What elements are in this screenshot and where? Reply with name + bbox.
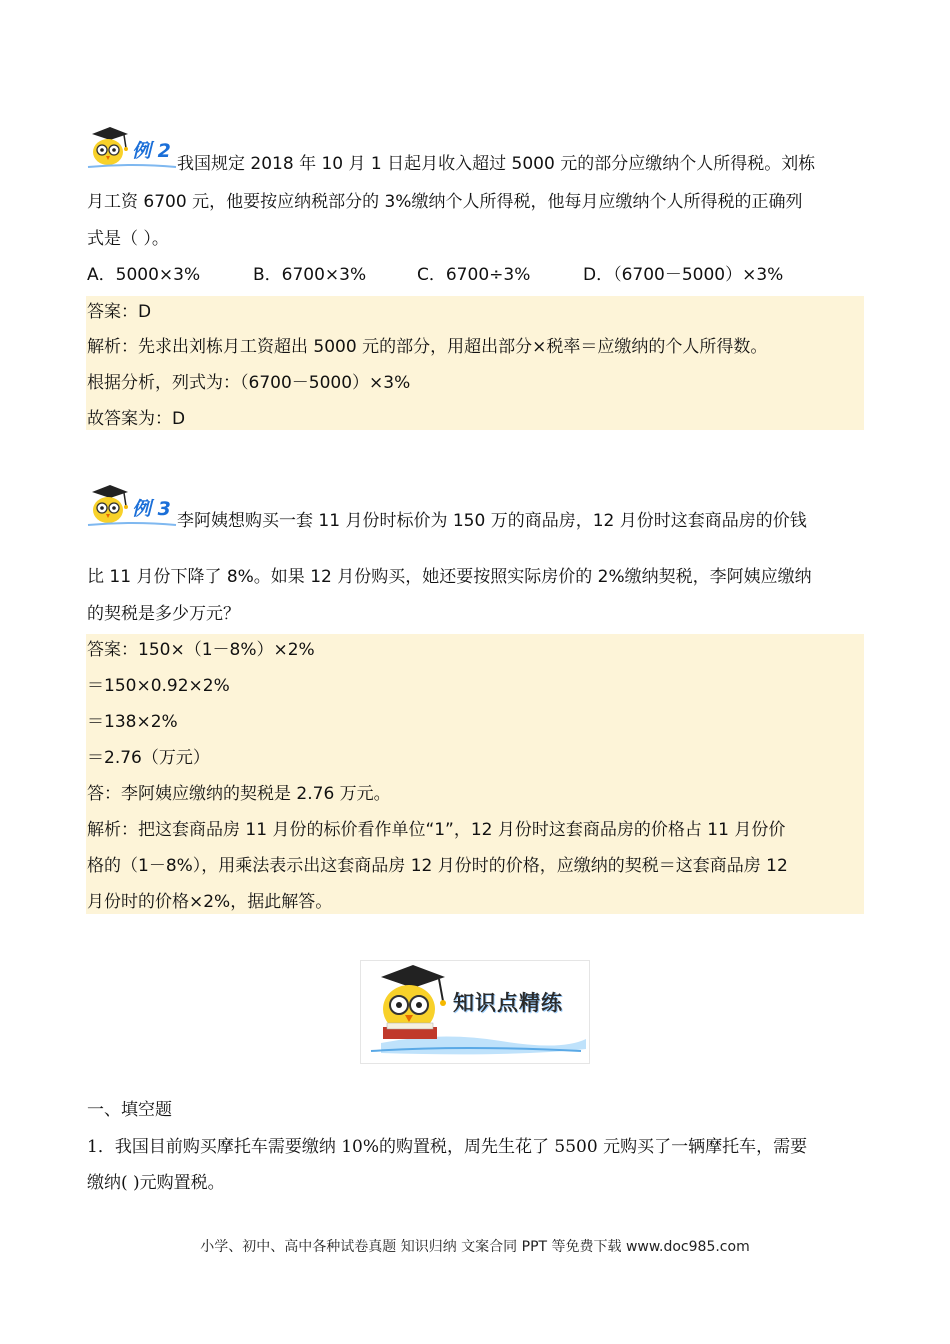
example-3-question-line-1: 李阿姨想购买一套 11 月份时标价为 150 万的商品房，12 月份时这套商品房的价钱 bbox=[177, 511, 807, 531]
example-3-badge bbox=[86, 482, 178, 526]
option-a: A．5000×3% bbox=[87, 265, 201, 285]
question-1-line-2: 缴纳( )元购置税。 bbox=[87, 1173, 225, 1193]
example-2-question-line-2: 月工资 6700 元，他要按应纳税部分的 3%缴纳个人所得税，他每月应缴纳个人所得税的正确列 bbox=[87, 192, 803, 212]
page-footer: 小学、初中、高中各种试卷真题 知识归纳 文案合同 PPT 等免费下载 www.doc985.com bbox=[200, 1239, 750, 1255]
example-3-answer-5: 答：李阿姨应缴纳的契税是 2.76 万元。 bbox=[87, 784, 391, 804]
example-3-analysis-1: 解析：把这套商品房 11 月份的标价看作单位“1”，12 月份时这套商品房的价格占 11 月份价 bbox=[87, 820, 786, 840]
example-2-analysis-1: 解析：先求出刘栋月工资超出 5000 元的部分，用超出部分×税率＝应缴纳的个人所得数。 bbox=[87, 337, 768, 357]
example-3-question-line-2: 比 11 月份下降了 8%。如果 12 月份购买，她还要按照实际房价的 2%缴纳契税，李阿姨应缴纳 bbox=[87, 567, 812, 587]
example-2-conclusion: 故答案为：D bbox=[87, 409, 186, 429]
example-2-options bbox=[87, 257, 877, 293]
example-2-answer: 答案：D bbox=[87, 302, 152, 322]
example-3-question-line-3: 的契税是多少万元？ bbox=[87, 604, 240, 624]
banner-title: 知识点精练 bbox=[453, 991, 563, 1015]
example-3-answer-2: ＝150×0.92×2% bbox=[87, 676, 230, 696]
example-3-answer-4: ＝2.76（万元） bbox=[87, 748, 210, 768]
example-2-analysis-2: 根据分析，列式为：（6700－5000）×3% bbox=[87, 373, 411, 393]
example-2-badge bbox=[86, 124, 178, 168]
owl-graduate-icon bbox=[86, 124, 130, 168]
badge-underline bbox=[86, 164, 178, 170]
knowledge-practice-banner bbox=[360, 960, 590, 1064]
example-3-analysis-3: 月份时的价格×2%，据此解答。 bbox=[87, 892, 333, 912]
section-heading: 一、填空题 bbox=[87, 1100, 172, 1120]
owl-graduate-icon bbox=[86, 482, 130, 526]
example-3-answer-1: 答案：150×（1－8%）×2% bbox=[87, 640, 315, 660]
example-3-analysis-2: 格的（1－8%），用乘法表示出这套商品房 12 月份时的价格，应缴纳的契税＝这套商品房 12 bbox=[87, 856, 788, 876]
option-c: C．6700÷3% bbox=[417, 265, 531, 285]
example-3-label: 例 3 bbox=[132, 498, 171, 520]
example-3-answer-3: ＝138×2% bbox=[87, 712, 178, 732]
question-1-line-1: 1．我国目前购买摩托车需要缴纳 10%的购置税，周先生花了 5500 元购买了一辆摩托车，需要 bbox=[87, 1137, 808, 1157]
badge-underline bbox=[86, 522, 178, 528]
example-2-question-line-3: 式是（ ）。 bbox=[87, 229, 169, 249]
example-2-question-line-1: 我国规定 2018 年 10 月 1 日起月收入超过 5000 元的部分应缴纳个人所得税。刘栋 bbox=[177, 154, 816, 174]
option-b: B．6700×3% bbox=[253, 265, 367, 285]
example-2-label: 例 2 bbox=[132, 140, 171, 162]
option-d: D．（6700－5000）×3% bbox=[583, 265, 784, 285]
